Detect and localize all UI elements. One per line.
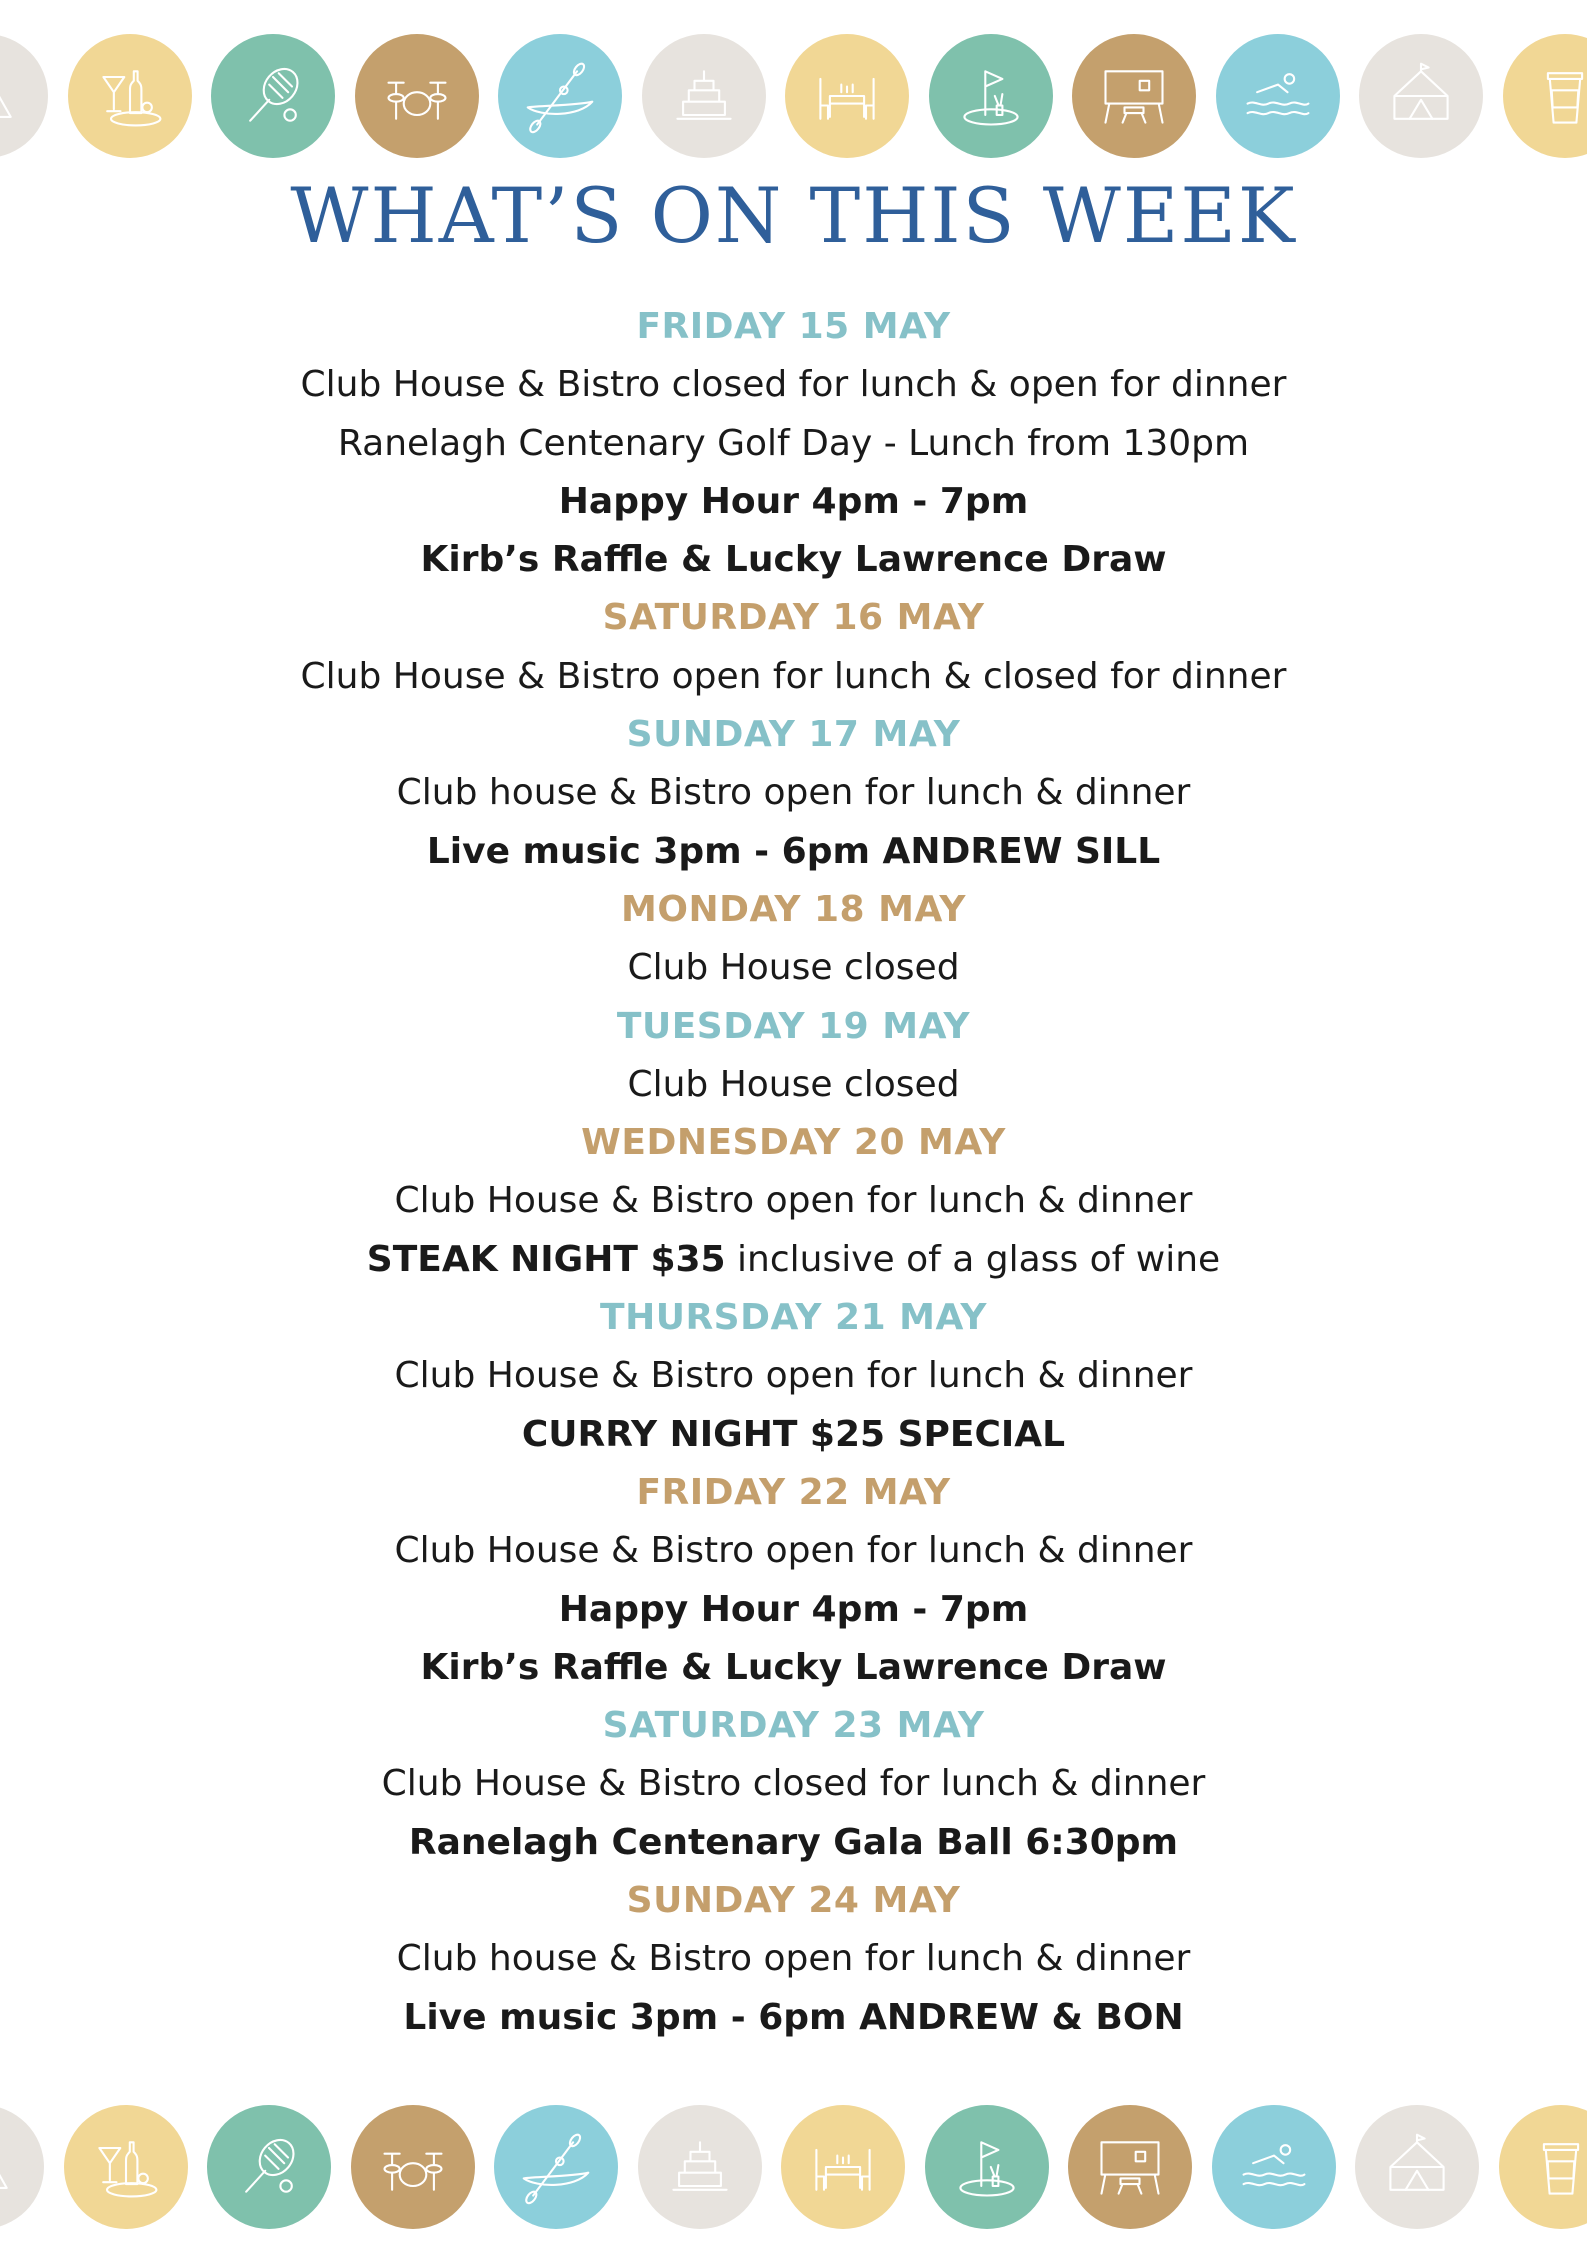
event-line	[0, 1231, 1587, 1289]
cocktail-wine-icon	[64, 2105, 188, 2229]
opening-hours-line: Club House closed	[627, 947, 960, 989]
kayak-icon	[494, 2105, 618, 2229]
cinema-screen-icon	[1068, 2105, 1192, 2229]
day-heading: SATURDAY 23 MAY	[602, 1705, 985, 1747]
swimmer-icon	[1216, 34, 1340, 158]
event-highlight: STEAK NIGHT $35	[366, 1238, 726, 1280]
wedding-cake-icon	[642, 34, 766, 158]
opening-hours-line: Club House & Bistro closed for lunch & dinner	[381, 1763, 1206, 1805]
opening-hours-line: Club House & Bistro open for lunch & closed for dinner	[300, 655, 1287, 697]
event-highlight: Kirb’s Raffle & Lucky Lawrence Draw	[420, 539, 1167, 581]
day-heading: WEDNESDAY 20 MAY	[581, 1122, 1006, 1164]
opening-hours-line: Ranelagh Centenary Golf Day - Lunch from 130pm	[337, 422, 1250, 464]
tennis-racket-icon	[207, 2105, 331, 2229]
weekly-schedule	[0, 298, 1587, 2047]
tennis-racket-icon	[211, 34, 335, 158]
dining-table-icon	[781, 2105, 905, 2229]
tent-icon	[0, 34, 48, 158]
opening-hours-line: Club house & Bistro open for lunch & dinner	[396, 1938, 1191, 1980]
opening-hours-line: Club House & Bistro closed for lunch & open for dinner	[300, 364, 1287, 406]
event-highlight: Ranelagh Centenary Gala Ball 6:30pm	[408, 1821, 1179, 1863]
event-highlight: Happy Hour 4pm - 7pm	[558, 480, 1029, 522]
opening-hours-line: Club House closed	[627, 1063, 960, 1105]
event-highlight: Live music 3pm - 6pm ANDREW & BON	[403, 1996, 1184, 2038]
circus-tent-icon	[1355, 2105, 1479, 2229]
cinema-screen-icon	[1072, 34, 1196, 158]
day-heading: FRIDAY 22 MAY	[636, 1471, 951, 1513]
event-highlight: Live music 3pm - 6pm ANDREW SILL	[426, 830, 1161, 872]
coffee-cup-icon	[1503, 34, 1587, 158]
bottom-icon-band	[0, 2105, 1587, 2229]
event-highlight: Kirb’s Raffle & Lucky Lawrence Draw	[420, 1646, 1167, 1688]
day-heading: TUESDAY 19 MAY	[616, 1005, 971, 1047]
drum-kit-icon	[351, 2105, 475, 2229]
opening-hours-line: Club House & Bistro open for lunch & dinner	[394, 1355, 1193, 1397]
cocktail-wine-icon	[68, 34, 192, 158]
kayak-icon	[498, 34, 622, 158]
drum-kit-icon	[355, 34, 479, 158]
top-icon-band	[0, 34, 1587, 158]
event-highlight: CURRY NIGHT $25 SPECIAL	[521, 1413, 1066, 1455]
opening-hours-line: Club House & Bistro open for lunch & dinner	[394, 1180, 1193, 1222]
golf-flag-icon	[925, 2105, 1049, 2229]
opening-hours-line: Club House & Bistro open for lunch & dinner	[394, 1530, 1193, 1572]
circus-tent-icon	[1359, 34, 1483, 158]
event-highlight: Happy Hour 4pm - 7pm	[558, 1588, 1029, 1630]
golf-flag-icon	[929, 34, 1053, 158]
day-heading: SUNDAY 17 MAY	[626, 714, 961, 756]
coffee-cup-icon	[1499, 2105, 1587, 2229]
page-title: WHAT’S ON THIS WEEK	[290, 171, 1297, 260]
day-heading: SUNDAY 24 MAY	[626, 1880, 961, 1922]
day-heading: MONDAY 18 MAY	[621, 888, 966, 930]
day-heading: THURSDAY 21 MAY	[600, 1297, 987, 1339]
day-heading: SATURDAY 16 MAY	[602, 597, 985, 639]
dining-table-icon	[785, 34, 909, 158]
opening-hours-line: Club house & Bistro open for lunch & dinner	[396, 772, 1191, 814]
day-heading: FRIDAY 15 MAY	[636, 306, 951, 347]
tent-icon	[0, 2105, 44, 2229]
event-detail: inclusive of a glass of wine	[725, 1238, 1221, 1280]
swimmer-icon	[1212, 2105, 1336, 2229]
wedding-cake-icon	[638, 2105, 762, 2229]
